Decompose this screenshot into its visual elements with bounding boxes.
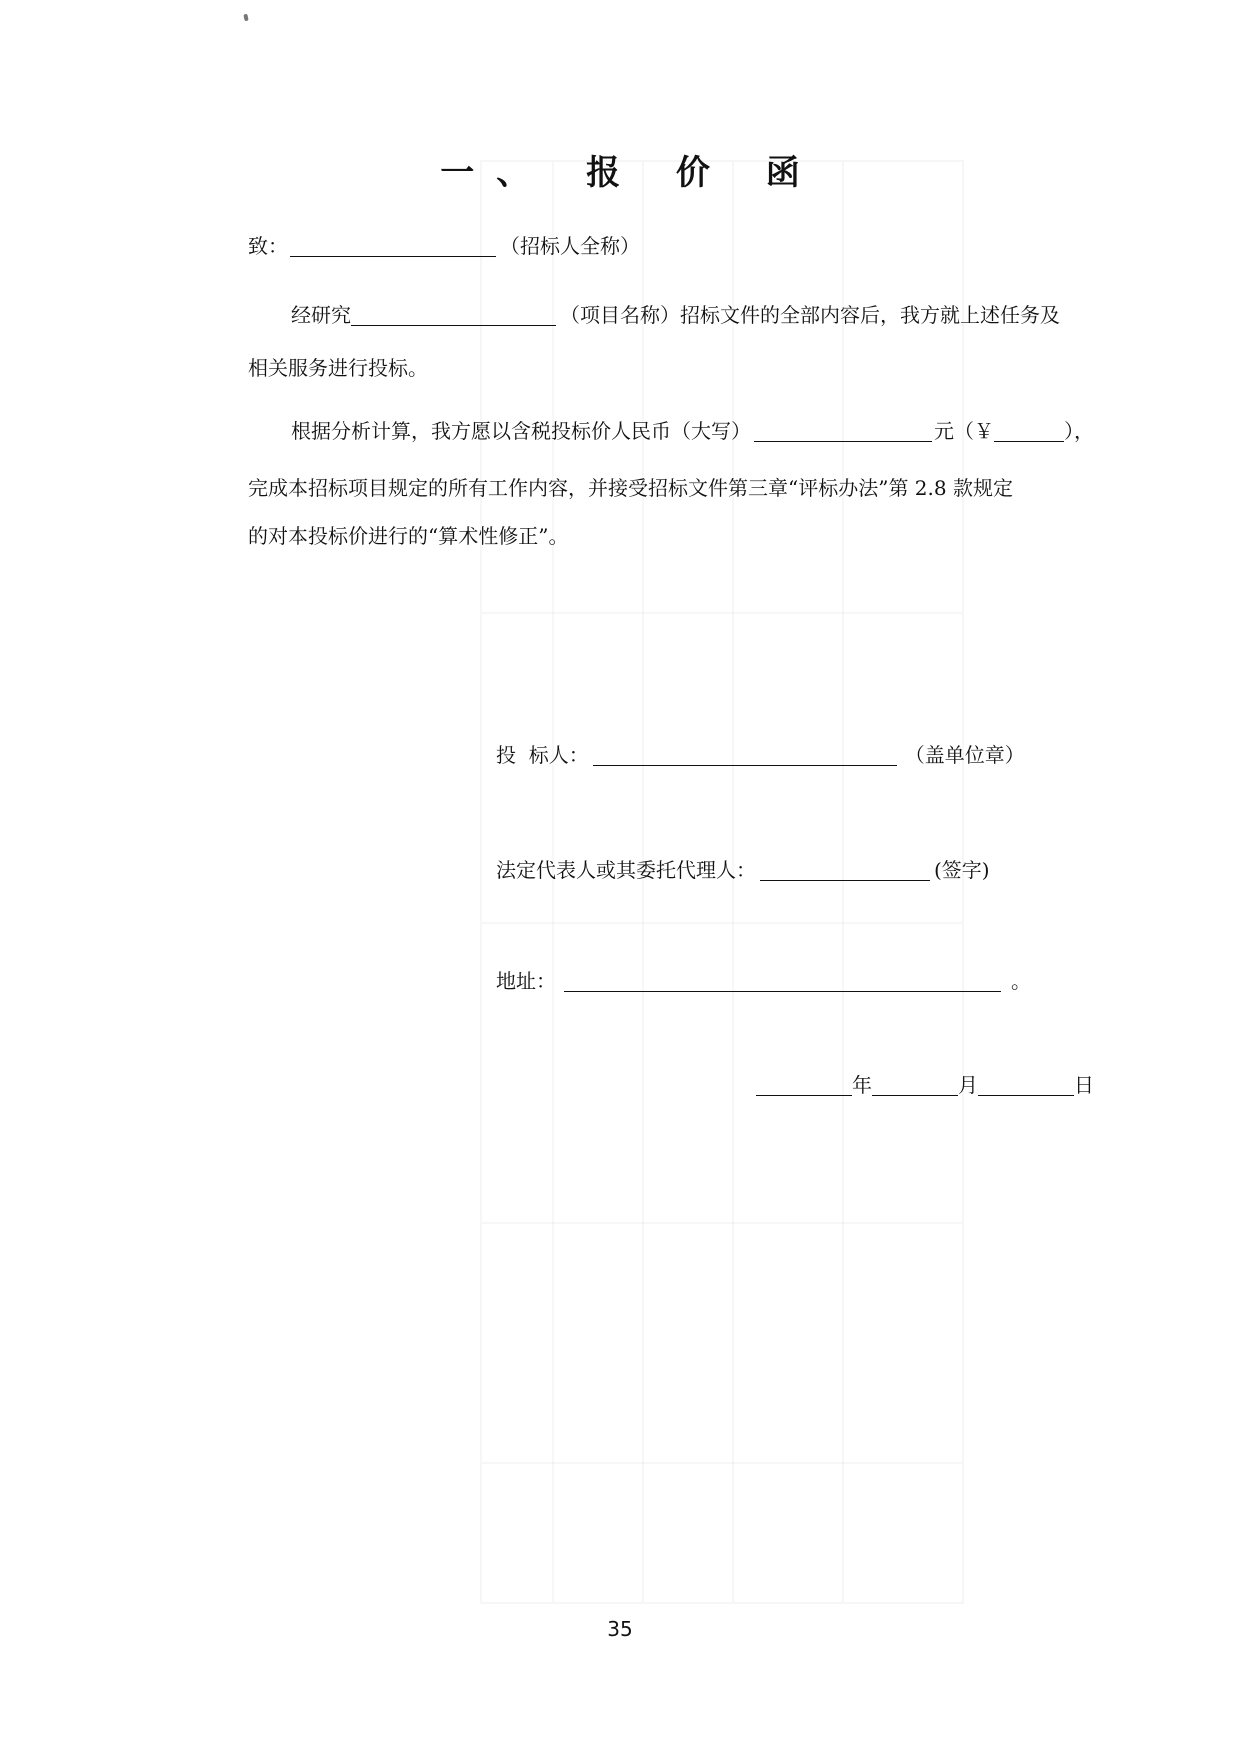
para2-line3: 的对本投标价进行的“算术性修正”。 xyxy=(248,524,569,548)
signature-blank[interactable] xyxy=(760,860,930,881)
bidder-label: 投 标人： xyxy=(496,743,589,767)
bidder-note: （盖单位章） xyxy=(904,743,1025,767)
address-end: 。 xyxy=(1011,969,1031,993)
para2-line1 xyxy=(291,417,1094,445)
day-blank[interactable] xyxy=(978,1075,1074,1096)
price-in-figures-blank[interactable] xyxy=(994,421,1064,442)
addressee-blank[interactable] xyxy=(290,236,496,257)
para1-prefix: 经研究 xyxy=(291,303,351,327)
para2-prefix: 根据分析计算，我方愿以含税投标价人民币（大写） xyxy=(291,419,751,443)
year-blank[interactable] xyxy=(756,1075,852,1096)
addressee-suffix: （招标人全称） xyxy=(500,234,640,258)
month-label: 月 xyxy=(958,1073,978,1097)
address-line xyxy=(496,967,1031,995)
para1-line2: 相关服务进行投标。 xyxy=(248,356,428,380)
page-title: 一、 报 价 函 xyxy=(440,153,822,193)
address-blank[interactable] xyxy=(564,971,1001,992)
scan-speck xyxy=(243,14,248,22)
address-label: 地址： xyxy=(496,969,556,993)
para1-line1 xyxy=(291,301,1060,329)
legal-rep-note: (签字) xyxy=(934,858,990,882)
legal-rep-line xyxy=(496,856,990,884)
para2-yuan: 元（￥ xyxy=(934,419,994,443)
date-line xyxy=(756,1071,1094,1099)
day-label: 日 xyxy=(1074,1073,1094,1097)
bidder-blank[interactable] xyxy=(593,745,897,766)
month-blank[interactable] xyxy=(872,1075,958,1096)
project-name-blank[interactable] xyxy=(351,305,556,326)
para1-suffix: （项目名称）招标文件的全部内容后，我方就上述任务及 xyxy=(560,303,1060,327)
legal-rep-label: 法定代表人或其委托代理人： xyxy=(496,858,756,882)
para2-line2: 完成本招标项目规定的所有工作内容，并接受招标文件第三章“评标办法”第 2.8 款规定 xyxy=(248,476,1013,500)
page-number: 35 xyxy=(607,1617,633,1641)
price-in-words-blank[interactable] xyxy=(754,421,932,442)
addressee-line xyxy=(248,232,640,260)
para2-close: ）， xyxy=(1064,419,1094,443)
addressee-prefix: 致： xyxy=(248,234,288,258)
bidder-line xyxy=(496,741,1025,769)
year-label: 年 xyxy=(852,1073,872,1097)
